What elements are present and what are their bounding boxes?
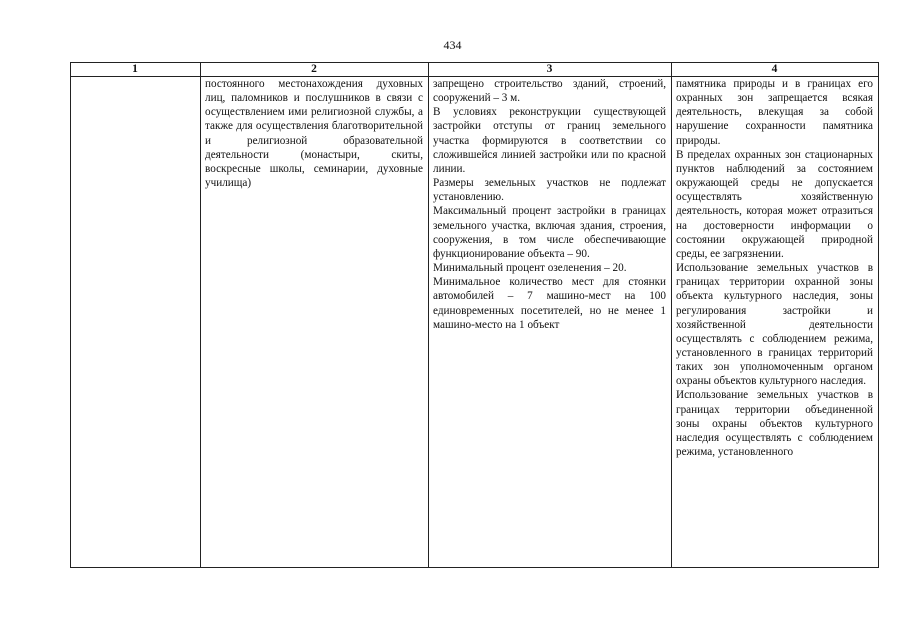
cell-col2 [201,77,429,568]
column-header-2: 2 [201,63,429,77]
cell-col1 [71,77,201,568]
table-header-row [71,63,879,77]
column-header-4: 4 [672,63,879,77]
paragraph: Использование земельных участков в границах территории охранной зоны объекта культурного наследия, зоны регулирования застройки и хозяйственной деятельности осуществлять с соблюдением режима, установленного в границах территорий таких зон уполномоченным органом охраны объектов культурного наследия. [676,262,873,388]
paragraph: Минимальное количество мест для стоянки автомобилей – 7 машино-мест на 100 единовременных посетителей, но не менее 1 машино-место на 1 объект [433,276,666,331]
paragraph: В пределах охранных зон стационарных пунктов наблюдений за состоянием окружающей среды не допускается осуществлять хозяйственную деятельность, которая может отразиться на достоверности информации о состоянии окружающей природной среды, ее загрязнении. [676,148,873,260]
paragraph: Использование земельных участков в границах территории объединенной зоны охраны объектов культурного наследия осуществлять с соблюдением режима, установленного [676,389,873,459]
cell-col4 [672,77,879,568]
paragraph: В условиях реконструкции существующей застройки отступы от границ земельного участка формируются в соответствии со сложившейся линией застройки или по красной линии. [433,106,666,175]
paragraph: памятника природы и в границах его охранных зон запрещается всякая деятельность, влекущая за собой нарушение сохранности памятника природы. [676,78,873,147]
paragraph: Минимальный процент озеленения – 20. [433,262,627,275]
column-header-3: 3 [429,63,672,77]
cell-col3 [429,77,672,568]
paragraph: запрещено строительство зданий, строений, сооружений – 3 м. [433,78,666,105]
column-header-1: 1 [71,63,201,77]
paragraph: Размеры земельных участков не подлежат установлению. [433,177,666,204]
paragraph: Максимальный процент застройки в границах земельного участка, включая здания, строения, сооружения, в том числе обеспечивающие функционирование объекта – 90. [433,205,666,260]
page-number: 434 [443,38,462,52]
table-row [71,77,879,568]
regulations-table [70,62,879,568]
paragraph: постоянного местонахождения духовных лиц, паломников и послушников в связи с осуществлением ими религиозной службы, а также для осуществления благотворительной и религиозной образовательной деятельности (монастыри, скиты, воскресные школы, семинарии, духовные училища) [205,78,423,190]
